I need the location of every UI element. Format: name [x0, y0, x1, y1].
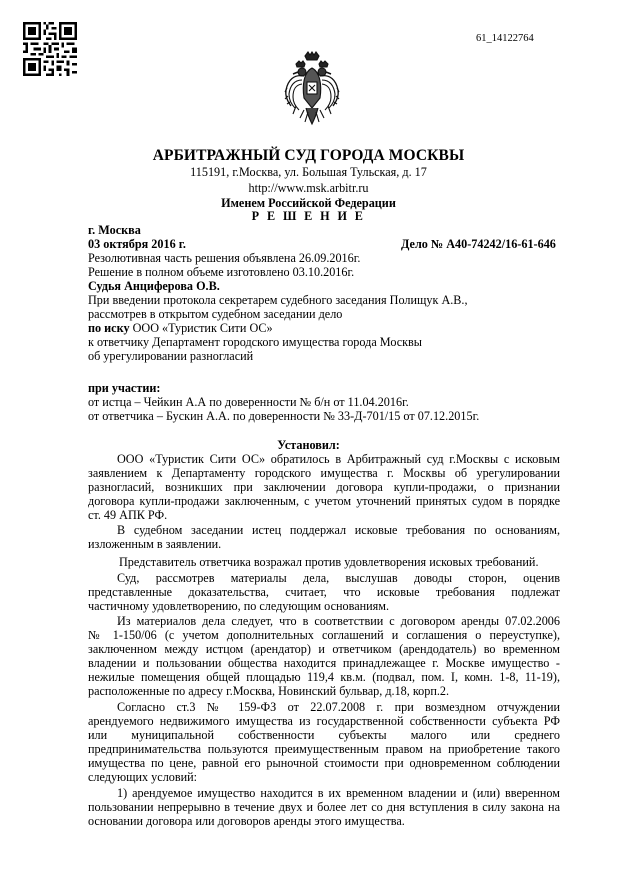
body-line: следующих условий:: [88, 770, 198, 784]
body-line: нежилые помещения общей площадью 119,4 кв.м. (подвал, пом. I, комн. 1-8, 11-19),: [88, 670, 560, 684]
body-line: Представитель ответчика возражал против удовлетворения исковых требований.: [119, 555, 539, 569]
claimant-representative: от истца – Чейкин А.А по доверенности № б/н от 11.04.2016г.: [88, 395, 409, 409]
court-address: 115191, г.Москва, ул. Большая Тульская, д. 17: [190, 165, 427, 179]
respondent-line: к ответчику Департамент городского имущества города Москвы: [88, 335, 422, 349]
court-name: АРБИТРАЖНЫЙ СУД ГОРОДА МОСКВЫ: [152, 147, 465, 164]
claim-line: [88, 321, 273, 335]
body-line: основании договора или договоров аренды этого имущества.: [88, 814, 405, 828]
body-line: арендуемого недвижимого имущества из государственной собственности субъекта РФ: [88, 714, 560, 728]
body-line: 1) арендуемое имущество находится в их временном владении и (или) вверенном: [117, 786, 560, 800]
resolution-part-line: Резолютивная часть решения объявлена 26.09.2016г.: [88, 251, 361, 265]
body-line: В судебном заседании истец поддержал исковые требования по основаниям,: [117, 523, 560, 537]
protocol-line-2: рассмотрев в открытом судебном заседании дело: [88, 307, 343, 321]
established-heading: Установил:: [277, 438, 340, 452]
body-line: № 1-150/06 (с учетом дополнительных соглашений и соглашения о переуступке),: [88, 628, 560, 642]
body-line: заявлением к Департаменту городского имущества г. Москвы об урегулировании: [88, 466, 560, 480]
body-line: Из материалов дела следует, что в соответствии с договором аренды 07.02.2006: [117, 614, 560, 628]
claimant: ООО «Туристик Сити ОС»: [129, 321, 273, 335]
body-line: ст. 49 АПК РФ.: [88, 508, 168, 522]
body-line: или муниципальной собственности субъекты малого или среднего: [88, 728, 560, 742]
body-line: частичному удовлетворению, по следующим основаниям.: [88, 599, 390, 613]
coat-of-arms-icon: [282, 50, 342, 130]
body-line: представленные доказательства, считает, что исковые требования подлежат: [88, 585, 560, 599]
body-line: пользовании непрерывно в течение двух и более лет со дня вступления в силу закона на: [88, 800, 560, 814]
in-the-name-line: Именем Российской Федерации: [221, 196, 396, 210]
body-line: изложенным в заявлении.: [88, 537, 222, 551]
body-line: Суд, рассмотрев материалы дела, выслушав доводы сторон, оценив: [117, 571, 560, 585]
city: г. Москва: [88, 223, 141, 237]
case-number: Дело № А40-74242/16-61-646: [401, 237, 556, 251]
decision-title: Р Е Ш Е Н И Е: [251, 209, 366, 223]
subject-line: об урегулировании разногласий: [88, 349, 254, 363]
body-line: договора купли-продажи заключенным, с учетом уточнений принятых судом в порядке: [88, 494, 560, 508]
body-line: заключенном между истцом (арендатор) и ответчиком (арендодатель) во временном: [88, 642, 560, 656]
respondent-representative: от ответчика – Бускин А.А. по доверенности № 33-Д-701/15 от 07.12.2015г.: [88, 409, 480, 423]
body-line: ООО «Туристик Сити ОС» обратилось в Арбитражный суд г.Москвы с исковым: [117, 452, 560, 466]
protocol-line-1: При введении протокола секретарем судебного заседания Полищук А.В.,: [88, 293, 468, 307]
body-line: владении и пользовании общества находится принадлежащее г. Москве имущество -: [88, 656, 560, 670]
court-website: http://www.msk.arbitr.ru: [248, 181, 369, 195]
judge: Судья Анциферова О.В.: [88, 279, 220, 293]
participation-label: при участии:: [88, 381, 161, 395]
full-decision-line: Решение в полном объеме изготовлено 03.10.2016г.: [88, 265, 355, 279]
body-line: Согласно ст.3 № 159-ФЗ от 22.07.2008 г. при возмездном отчуждении: [117, 700, 560, 714]
body-line: предпринимательства пользуются преимущественным правом на приобретение такого: [88, 742, 560, 756]
body-line: имущества по цене, равной его рыночной стоимости при одновременном соблюдении: [88, 756, 560, 770]
claim-label: по иску: [88, 321, 130, 335]
decision-date: 03 октября 2016 г.: [88, 237, 186, 251]
qr-code-icon: [23, 22, 77, 76]
body-line: расположенные по адресу г.Москва, Новинский бульвар, д.18, корп.2.: [88, 684, 450, 698]
document-code: 61_14122764: [476, 33, 534, 44]
body-line: разногласий, возникших при заключении договора купли-продажи, о признании: [88, 480, 560, 494]
